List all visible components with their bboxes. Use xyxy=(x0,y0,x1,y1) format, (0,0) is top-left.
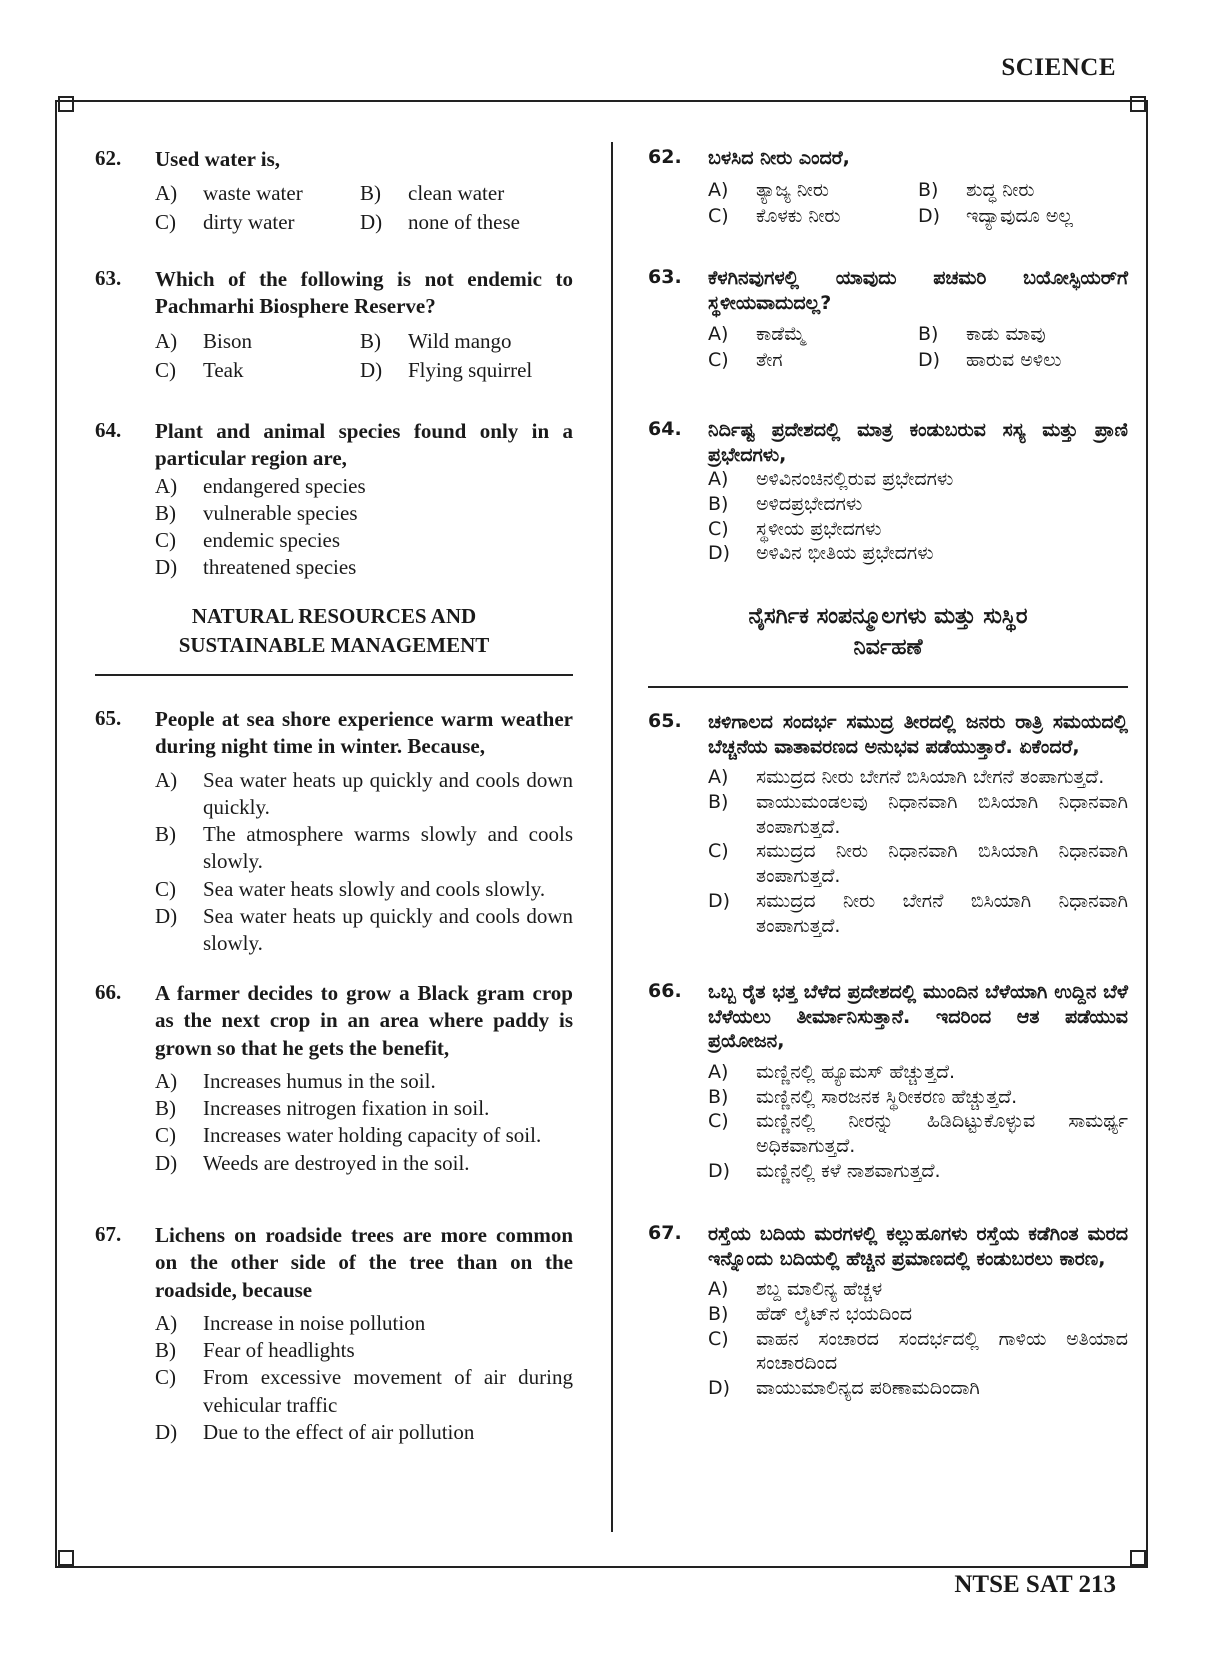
question-67-kannada xyxy=(648,1222,1128,1401)
option-b[interactable]: B) ಮಣ್ಣಿನಲ್ಲಿ ಸಾರಜನಕ ಸ್ಥಿರೀಕರಣ ಹೆಚ್ಚುತ್ತದೆ. xyxy=(708,1085,1018,1108)
option-d[interactable]: D) none of these xyxy=(360,210,520,235)
options-list xyxy=(155,1068,573,1177)
question-67 xyxy=(95,1222,573,1446)
question-number: 67. xyxy=(95,1222,122,1246)
option-c[interactable]: C) endemic species xyxy=(155,528,341,553)
frame-corner-ornament xyxy=(58,96,78,116)
option-c[interactable]: C) Sea water heats slowly and cools slowly. xyxy=(155,876,546,901)
options-grid xyxy=(708,179,1128,227)
option-a[interactable]: A) Increases humus in the soil. xyxy=(155,1068,436,1093)
question-number: 66. xyxy=(648,980,682,1002)
option-c[interactable]: C) dirty water xyxy=(155,210,295,235)
option-b[interactable]: B) ಹೆಡ್ ಲೈಟ್‌ನ ಭಯದಿಂದ xyxy=(708,1303,912,1326)
question-number: 63. xyxy=(648,266,682,288)
question-text: Plant and animal species found only in a particular region are, xyxy=(155,419,573,471)
option-d[interactable]: D) ಇದ್ಯಾವುದೂ ಅಲ್ಲ xyxy=(918,204,1073,227)
options-list xyxy=(155,473,573,582)
option-c[interactable]: C) Teak xyxy=(155,357,244,382)
question-65 xyxy=(95,706,573,958)
option-d[interactable]: D) threatened species xyxy=(155,555,357,580)
option-a[interactable]: A) ಸಮುದ್ರದ ನೀರು ಬೇಗನೆ ಬಿಸಿಯಾಗಿ ಬೇಗನೆ ತಂಪಾಗುತ್ತದೆ. xyxy=(708,766,1105,789)
section-rule xyxy=(95,674,573,676)
option-a[interactable]: A) ಶಬ್ದ ಮಾಲಿನ್ಯ ಹೆಚ್ಚಳ xyxy=(708,1278,883,1301)
option-b[interactable]: B) ಶುದ್ಧ ನೀರು xyxy=(918,178,1035,201)
option-c[interactable]: C) ವಾಹನ ಸಂಚಾರದ ಸಂದರ್ಭದಲ್ಲಿ ಗಾಳಿಯ ಅತಿಯಾದ ಸಂಚಾರದಿಂದ xyxy=(708,1327,1128,1375)
question-62 xyxy=(95,146,573,235)
option-a[interactable]: A) ಅಳಿವಿನಂಚಿನಲ್ಲಿರುವ ಪ್ರಭೇದಗಳು xyxy=(708,468,954,491)
question-number: 62. xyxy=(95,146,122,170)
options-list xyxy=(155,1310,573,1446)
question-text: ಒಬ್ಬ ರೈತ ಭತ್ತ ಬೆಳೆದ ಪ್ರದೇಶದಲ್ಲಿ ಮುಂದಿನ ಬೆಳೆಯಾಗಿ ಉದ್ದಿನ ಬೆಳೆ ಬೆಳೆಯಲು ತೀರ್ಮಾನಿಸುತ್ತಾನೆ. ಇದರಿಂದ ಆತ ಪಡೆಯುವ ಪ್ರಯೋಜನ, xyxy=(708,981,1128,1053)
option-a[interactable]: A) ಮಣ್ಣಿನಲ್ಲಿ ಹ್ಯೂಮಸ್ ಹೆಚ್ಚುತ್ತದೆ. xyxy=(708,1061,956,1084)
option-a[interactable]: A) waste water xyxy=(155,181,303,206)
section-rule xyxy=(648,686,1128,688)
question-64-kannada xyxy=(648,418,1128,566)
frame-corner-ornament xyxy=(58,1550,78,1570)
option-d[interactable]: D) ಹಾರುವ ಅಳಿಲು xyxy=(918,349,1062,372)
option-b[interactable]: B) Wild mango xyxy=(360,328,512,353)
question-64 xyxy=(95,418,573,582)
option-d[interactable]: D) ವಾಯುಮಾಲಿನ್ಯದ ಪರಿಣಾಮದಿಂದಾಗಿ xyxy=(708,1377,980,1400)
question-number: 64. xyxy=(648,418,682,440)
option-b[interactable]: B) ಅಳಿದಪ್ರಭೇದಗಳು xyxy=(708,493,863,516)
page-header-subject: SCIENCE xyxy=(1001,54,1116,81)
section-heading-kannada: ನೈಸರ್ಗಿಕ ಸಂಪನ್ಮೂಲಗಳು ಮತ್ತು ಸುಸ್ಥಿರ ನಿರ್ವಹಣೆ xyxy=(748,604,1028,660)
option-d[interactable]: D) ಅಳಿವಿನ ಭೀತಿಯ ಪ್ರಭೇದಗಳು xyxy=(708,542,934,565)
options-grid xyxy=(708,323,1128,371)
question-62-kannada xyxy=(648,146,1128,227)
question-text: ಬಳಸಿದ ನೀರು ಎಂದರೆ, xyxy=(708,147,850,169)
question-number: 63. xyxy=(95,266,122,290)
options-grid xyxy=(155,181,573,235)
question-66 xyxy=(95,980,573,1177)
option-a[interactable]: A) ಕಾಡೆಮ್ಮೆ xyxy=(708,323,806,346)
option-a[interactable]: A) Sea water heats up quickly and cools down quickly. xyxy=(155,767,573,819)
option-b[interactable]: B) clean water xyxy=(360,181,505,206)
option-b[interactable]: B) Increases nitrogen fixation in soil. xyxy=(155,1096,490,1121)
options-list xyxy=(708,765,1128,938)
option-a[interactable]: A) endangered species xyxy=(155,473,366,498)
question-text: Lichens on roadside trees are more common on the other side of the tree than on the roadside, because xyxy=(155,1223,573,1302)
question-text: ರಸ್ತೆಯ ಬದಿಯ ಮರಗಳಲ್ಲಿ ಕಲ್ಲುಹೂಗಳು ರಸ್ತೆಯ ಕಡೆಗಿಂತ ಮರದ ಇನ್ನೊಂದು ಬದಿಯಲ್ಲಿ ಹೆಚ್ಚಿನ ಪ್ರಮಾಣದಲ್ಲಿ ಕಂಡುಬರಲು ಕಾರಣ, xyxy=(708,1223,1128,1270)
question-text: ಚಳಿಗಾಲದ ಸಂದರ್ಭ ಸಮುದ್ರ ತೀರದಲ್ಲಿ ಜನರು ರಾತ್ರಿ ಸಮಯದಲ್ಲಿ ಬೆಚ್ಚನೆಯ ವಾತಾವರಣದ ಅನುಭವ ಪಡೆಯುತ್ತಾರೆ. ಏಕೆಂದರೆ, xyxy=(708,711,1128,758)
question-number: 64. xyxy=(95,418,122,442)
option-d[interactable]: D) Weeds are destroyed in the soil. xyxy=(155,1150,470,1175)
question-text: People at sea shore experience warm weather during night time in winter. Because, xyxy=(155,707,573,759)
option-c[interactable]: C) ತೇಗ xyxy=(708,349,783,372)
frame-corner-ornament xyxy=(1130,1550,1150,1570)
question-text: A farmer decides to grow a Black gram crop as the next crop in an area where paddy is grown so that he gets the benefit, xyxy=(155,981,573,1060)
option-b[interactable]: B) ಕಾಡು ಮಾವು xyxy=(918,323,1046,346)
question-number: 65. xyxy=(648,710,682,732)
page-footer: NTSE SAT 213 xyxy=(954,1571,1116,1598)
question-text: Used water is, xyxy=(155,147,281,171)
frame-corner-ornament xyxy=(1130,96,1150,116)
question-text: ನಿರ್ದಿಷ್ಟ ಪ್ರದೇಶದಲ್ಲಿ ಮಾತ್ರ ಕಂಡುಬರುವ ಸಸ್ಯ ಮತ್ತು ಪ್ರಾಣಿ ಪ್ರಭೇದಗಳು, xyxy=(708,419,1128,466)
section-heading: NATURAL RESOURCES AND SUSTAINABLE MANAGEMENT xyxy=(178,604,490,658)
option-d[interactable]: D) ಮಣ್ಣಿನಲ್ಲಿ ಕಳೆ ನಾಶವಾಗುತ್ತದೆ. xyxy=(708,1159,941,1182)
question-text: ಕೆಳಗಿನವುಗಳಲ್ಲಿ ಯಾವುದು ಪಚಮರಿ ಬಯೋಸ್ಫಿಯರ್‌ಗೆ ಸ್ಥಳೀಯವಾದುದಲ್ಲ? xyxy=(708,267,1128,314)
option-c[interactable]: C) From excessive movement of air during vehicular traffic xyxy=(155,1365,573,1417)
question-text: Which of the following is not endemic to Pachmarhi Biosphere Reserve? xyxy=(155,267,573,319)
options-list xyxy=(708,467,1128,566)
option-c[interactable]: C) ಸ್ಥಳೀಯ ಪ್ರಭೇದಗಳು xyxy=(708,517,882,540)
options-list xyxy=(708,1277,1128,1400)
options-list xyxy=(708,1060,1128,1183)
options-grid xyxy=(155,329,573,383)
option-a[interactable]: A) ತ್ಯಾಜ್ಯ ನೀರು xyxy=(708,178,829,201)
option-d[interactable]: D) Flying squirrel xyxy=(360,357,533,382)
option-d[interactable]: D) ಸಮುದ್ರದ ನೀರು ಬೇಗನೆ ಬಿಸಿಯಾಗಿ ನಿಧಾನವಾಗಿ ತಂಪಾಗುತ್ತದೆ. xyxy=(708,889,1128,937)
question-number: 62. xyxy=(648,146,682,168)
option-a[interactable]: A) Bison xyxy=(155,328,253,353)
question-63-kannada xyxy=(648,266,1128,371)
options-list xyxy=(155,767,573,958)
option-b[interactable]: B) The atmosphere warms slowly and cools slowly. xyxy=(155,822,573,874)
option-b[interactable]: B) Fear of headlights xyxy=(155,1338,355,1363)
question-number: 67. xyxy=(648,1222,682,1244)
question-66-kannada xyxy=(648,980,1128,1184)
question-number: 66. xyxy=(95,980,122,1004)
option-c[interactable]: C) ಮಣ್ಣಿನಲ್ಲಿ ನೀರನ್ನು ಹಿಡಿದಿಟ್ಟುಕೊಳ್ಳುವ ಸಾಮರ್ಥ್ಯ ಅಧಿಕವಾಗುತ್ತದೆ. xyxy=(708,1110,1128,1158)
column-divider xyxy=(611,142,613,1532)
option-b[interactable]: B) ವಾಯುಮಂಡಲವು ನಿಧಾನವಾಗಿ ಬಿಸಿಯಾಗಿ ನಿಧಾನವಾಗಿ ತಂಪಾಗುತ್ತದೆ. xyxy=(708,791,1128,838)
option-d[interactable]: D) Due to the effect of air pollution xyxy=(155,1420,475,1445)
question-63 xyxy=(95,266,573,383)
option-c[interactable]: C) ಕೊಳಕು ನೀರು xyxy=(708,204,841,227)
option-a[interactable]: A) Increase in noise pollution xyxy=(155,1310,426,1335)
option-c[interactable]: C) Increases water holding capacity of soil. xyxy=(155,1123,542,1148)
option-b[interactable]: B) vulnerable species xyxy=(155,500,358,525)
question-number: 65. xyxy=(95,706,122,730)
option-d[interactable]: D) Sea water heats up quickly and cools down slowly. xyxy=(155,904,573,956)
option-c[interactable]: C) ಸಮುದ್ರದ ನೀರು ನಿಧಾನವಾಗಿ ಬಿಸಿಯಾಗಿ ನಿಧಾನವಾಗಿ ತಂಪಾಗುತ್ತದೆ. xyxy=(708,840,1128,888)
question-65-kannada xyxy=(648,710,1128,938)
